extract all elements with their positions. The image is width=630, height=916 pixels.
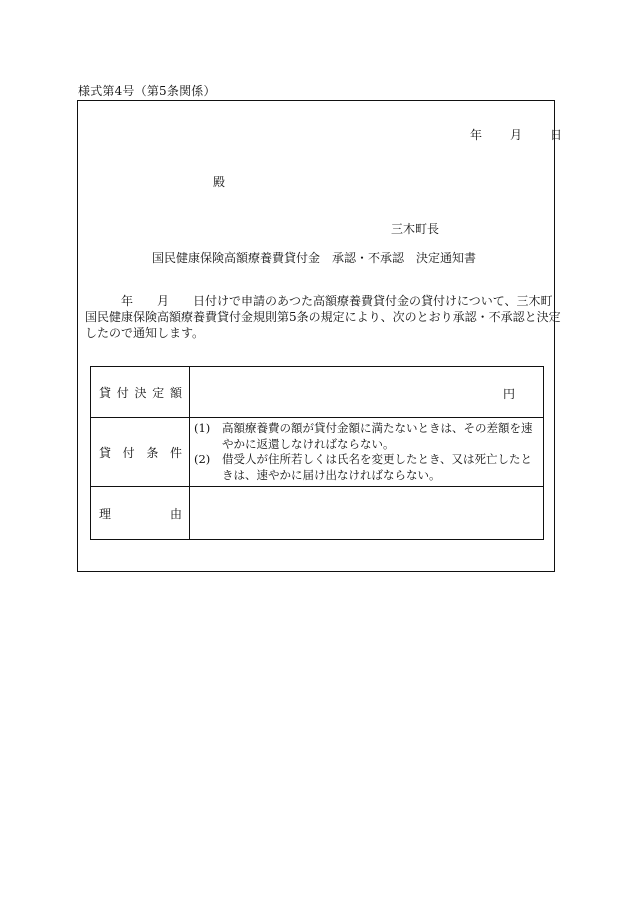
loan-conditions-table	[90, 366, 544, 540]
table-row-amount	[91, 367, 544, 418]
body-text	[85, 293, 561, 341]
date-year-label: 年	[470, 128, 483, 142]
term-item	[194, 421, 539, 452]
table-row-terms	[91, 418, 544, 487]
date-line	[470, 126, 562, 143]
body-line: 国民健康保険高額療養費貸付金規則第5条の規定により、次のとおり承認・不承認と決定	[85, 310, 561, 324]
date-day-label: 日	[550, 128, 563, 142]
terms-label: 貸 付 条 件	[99, 445, 182, 460]
reason-value-cell	[190, 487, 544, 540]
amount-label-cell	[91, 367, 190, 418]
terms-content-cell	[190, 418, 544, 487]
form-number: 様式第4号（第5条関係）	[78, 84, 216, 98]
amount-label: 貸 付 決 定 額	[99, 385, 182, 400]
issuer-name: 三木町長	[391, 222, 440, 236]
term-text: 高額療養費の額が貸付金額に満たないときは、その差額を速 やかに返還しなければならない。	[222, 421, 533, 451]
body-line: 年 月 日付けで申請のあつた高額療養費貸付金の貸付けについて、三木町	[85, 294, 553, 308]
terms-label-cell	[91, 418, 190, 487]
addressee-honorific: 殿	[213, 175, 226, 189]
term-number: (1)	[194, 421, 211, 435]
reason-label: 理 由	[99, 506, 182, 521]
yen-unit: 円	[502, 387, 515, 401]
body-line: したので通知します。	[85, 326, 205, 340]
term-number: (2)	[194, 452, 211, 466]
date-month-label: 月	[510, 128, 523, 142]
amount-value-cell	[190, 367, 544, 418]
term-text: 借受人が住所若しくは氏名を変更したとき、又は死亡したと きは、速やかに届け出なければならない。	[222, 452, 533, 482]
table-row-reason	[91, 487, 544, 540]
document-title: 国民健康保険高額療養費貸付金 承認・不承認 決定通知書	[152, 251, 477, 265]
term-item	[194, 452, 539, 483]
reason-label-cell	[91, 487, 190, 540]
